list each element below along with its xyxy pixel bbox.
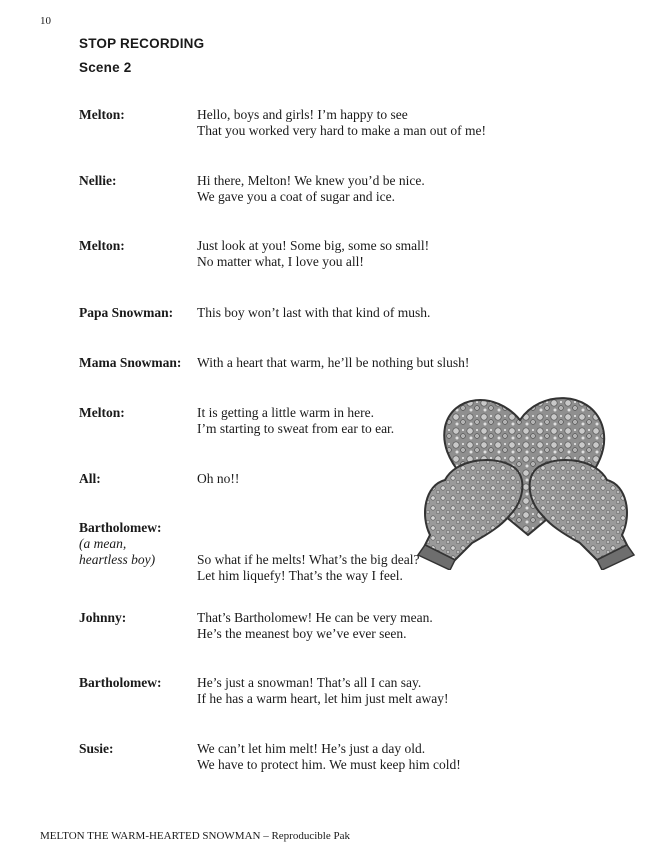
dialogue-block: [197, 305, 430, 321]
speaker-name: Johnny:: [79, 610, 127, 625]
dialogue-block: [197, 238, 429, 270]
dialogue-block: [197, 355, 469, 371]
dialogue-block: [197, 173, 425, 205]
dialogue-line: We gave you a coat of sugar and ice.: [197, 189, 395, 204]
dialogue-block: [197, 675, 449, 707]
dialogue-line: That you worked very hard to make a man out of me!: [197, 123, 487, 138]
dialogue-block: [197, 552, 419, 584]
speaker-name: Nellie:: [79, 173, 117, 188]
dialogue-line: No matter what, I love you all!: [197, 254, 364, 269]
dialogue-line: If he has a warm heart, let him just melt away!: [197, 691, 449, 706]
speaker-name: Bartholomew:: [79, 675, 162, 690]
dialogue-line: Let him liquefy! That’s the way I feel.: [197, 568, 403, 583]
dialogue-line: So what if he melts! What’s the big deal?: [197, 552, 420, 567]
dialogue-line: Oh no!!: [197, 471, 240, 486]
page-number: 10: [40, 15, 51, 27]
dialogue-block: [197, 610, 433, 642]
dialogue-line: This boy won’t last with that kind of mush.: [197, 305, 431, 320]
dialogue-line: It is getting a little warm in here.: [197, 405, 374, 420]
dialogue-block: [197, 107, 486, 139]
speaker-name: Susie:: [79, 741, 114, 756]
speaker-name: Bartholomew:: [79, 520, 162, 535]
speaker-name: Melton:: [79, 405, 125, 420]
section-heading: STOP RECORDING: [79, 36, 205, 51]
speaker-note: heartless boy): [79, 552, 156, 567]
heart-mittens-illustration: [410, 385, 642, 570]
dialogue-block: [197, 741, 461, 773]
speaker-note: (a mean,: [79, 536, 127, 551]
speaker-name: Papa Snowman:: [79, 305, 174, 320]
page-footer: MELTON THE WARM-HEARTED SNOWMAN – Reproducible Pak: [40, 830, 350, 842]
dialogue-line: With a heart that warm, he’ll be nothing but slush!: [197, 355, 470, 370]
speaker-name: Melton:: [79, 107, 125, 122]
dialogue-line: I’m starting to sweat from ear to ear.: [197, 421, 395, 436]
speaker-name: Mama Snowman:: [79, 355, 182, 370]
dialogue-block: [197, 405, 394, 437]
speaker-name: Melton:: [79, 238, 125, 253]
dialogue-line: Hi there, Melton! We knew you’d be nice.: [197, 173, 425, 188]
scene-title: Scene 2: [79, 60, 132, 75]
dialogue-line: That’s Bartholomew! He can be very mean.: [197, 610, 433, 625]
dialogue-line: We can’t let him melt! He’s just a day old.: [197, 741, 426, 756]
dialogue-line: He’s the meanest boy we’ve ever seen.: [197, 626, 407, 641]
dialogue-line: Just look at you! Some big, some so small!: [197, 238, 430, 253]
dialogue-line: We have to protect him. We must keep him cold!: [197, 757, 461, 772]
dialogue-line: He’s just a snowman! That’s all I can say.: [197, 675, 422, 690]
dialogue-line: Hello, boys and girls! I’m happy to see: [197, 107, 408, 122]
speaker-name: All:: [79, 471, 101, 486]
dialogue-block: [197, 471, 239, 487]
